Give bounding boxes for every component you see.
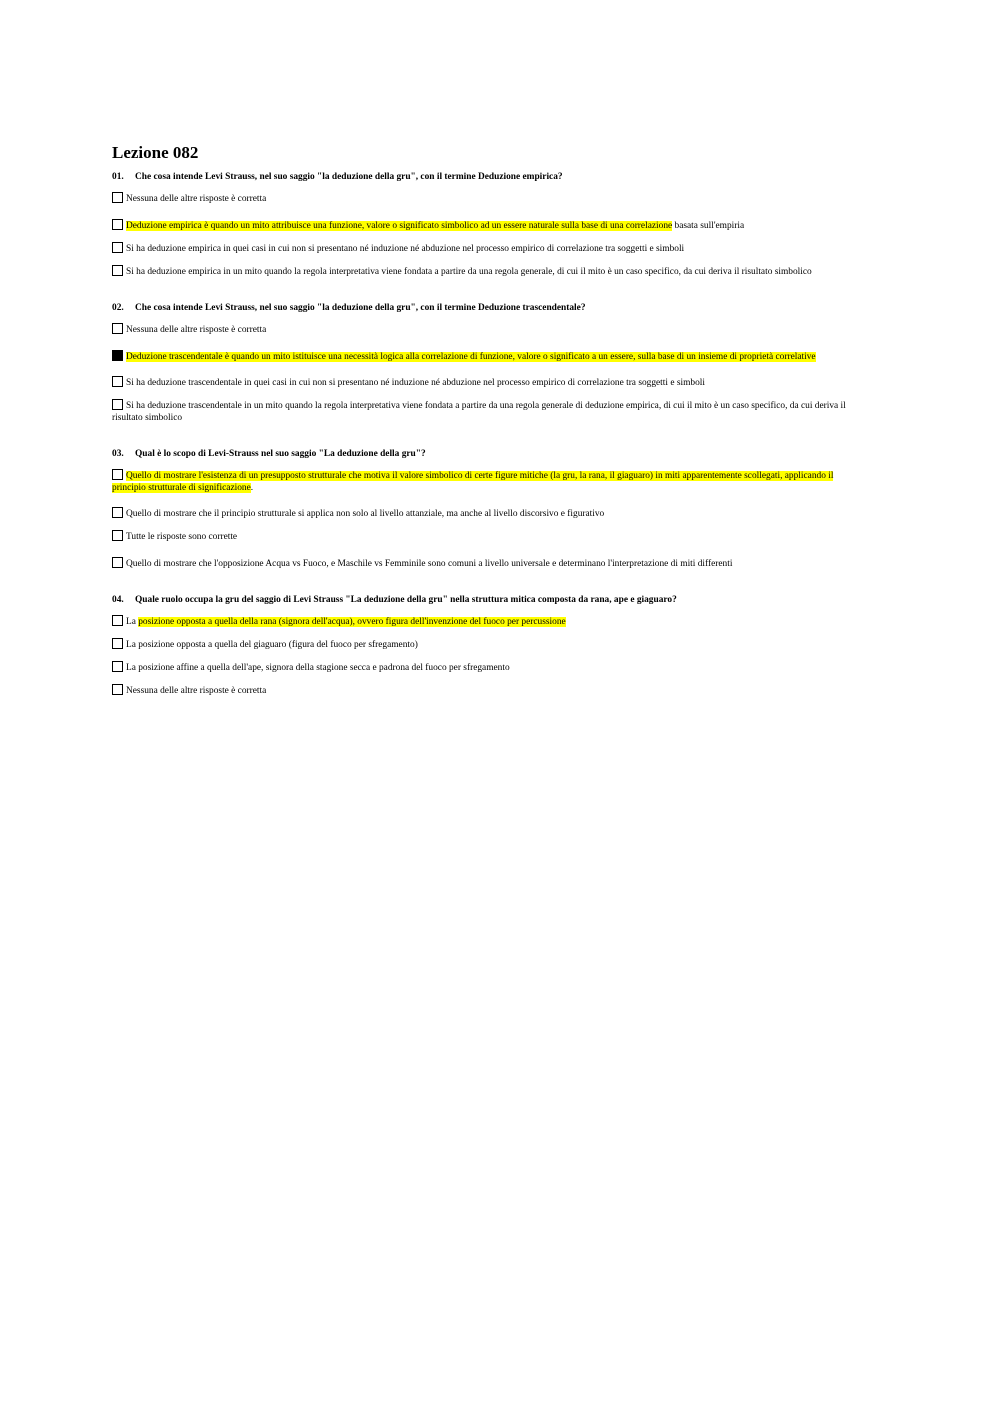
highlighted-text: Quello di mostrare l'esistenza di un presupposto strutturale che motiva il valore simbolico di certe figure mitiche (la gru, la rana, il giaguaro) in miti apparentemente scollegati, applicando il principio strutturale di significazione — [112, 471, 834, 493]
checkbox[interactable] — [112, 265, 123, 276]
checkbox[interactable] — [112, 469, 123, 480]
checkbox[interactable] — [112, 530, 123, 541]
question-heading — [112, 594, 854, 606]
question-heading — [112, 302, 854, 314]
checkbox[interactable] — [112, 323, 123, 334]
answer-option: Quello di mostrare che l'opposizione Acqua vs Fuoco, e Maschile vs Femminile sono comuni a livello universale e determinano l'interpretazione di miti differenti — [112, 557, 854, 571]
question-text: Che cosa intende Levi Strauss, nel suo saggio "la deduzione della gru", con il termine Deduzione empirica? — [135, 172, 563, 182]
checkbox[interactable] — [112, 219, 123, 230]
question-text: Che cosa intende Levi Strauss, nel suo saggio "la deduzione della gru", con il termine Deduzione trascendentale? — [135, 303, 586, 313]
question-number: 04. — [112, 595, 124, 605]
checkbox[interactable] — [112, 684, 123, 695]
highlighted-text: Deduzione empirica è quando un mito attribuisce una funzione, valore o significato simbolico ad un essere naturale sulla base di una correlazione — [126, 220, 673, 231]
checkbox[interactable] — [112, 350, 123, 361]
answer-option: Si ha deduzione trascendentale in un mito quando la regola interpretativa viene fondata a partire da una regola generale di deduzione empirica, di cui il mito è un caso specifico, da cui deriva il risultato simbolico — [112, 401, 846, 423]
highlighted-text: posizione opposta a quella della rana (signora dell'acqua), ovvero figura dell'invenzione del fuoco per percussione — [138, 617, 566, 627]
question-02 — [112, 302, 854, 424]
question-01 — [112, 171, 854, 278]
answer-option: Tutte le risposte sono corrette — [112, 530, 854, 544]
checkbox[interactable] — [112, 507, 123, 518]
question-04 — [112, 594, 854, 698]
document-page — [112, 143, 854, 714]
checkbox[interactable] — [112, 661, 123, 672]
checkbox[interactable] — [112, 242, 123, 253]
checkbox[interactable] — [112, 557, 123, 568]
question-text: Quale ruolo occupa la gru del saggio di Levi Strauss "La deduzione della gru" nella struttura mitica composta da rana, ape e giaguaro? — [135, 595, 677, 605]
answer-option: Nessuna delle altre risposte è corretta — [112, 192, 854, 206]
answer-option: La posizione affine a quella dell'ape, signora della stagione secca e padrona del fuoco per sfregamento — [112, 661, 854, 675]
question-number: 02. — [112, 303, 124, 313]
checkbox[interactable] — [112, 376, 123, 387]
answer-option: Nessuna delle altre risposte è corretta — [112, 684, 854, 698]
checkbox[interactable] — [112, 638, 123, 649]
question-03 — [112, 448, 854, 570]
answer-option: Si ha deduzione empirica in un mito quando la regola interpretativa viene fondata a partire da una regola generale, di cui il mito è un caso specifico, da cui deriva il risultato simbolico — [112, 265, 854, 279]
checkbox[interactable] — [112, 615, 123, 626]
answer-option: Quello di mostrare l'esistenza di un presupposto strutturale che motiva il valore simbolico di certe figure mitiche (la gru, la rana, il giaguaro) in miti apparentemente scollegati, applicando il principio strutturale di significazione. — [112, 471, 834, 493]
question-text: Qual è lo scopo di Levi-Strauss nel suo saggio "La deduzione della gru"? — [135, 449, 426, 459]
answer-option: Si ha deduzione empirica in quei casi in cui non si presentano né induzione né abduzione nel processo empirico di correlazione tra soggetti e simboli — [112, 242, 854, 256]
checkbox[interactable] — [112, 192, 123, 203]
question-number: 01. — [112, 172, 124, 182]
answer-option: La posizione opposta a quella del giaguaro (figura del fuoco per sfregamento) — [112, 638, 854, 652]
answer-option: Quello di mostrare che il principio strutturale si applica non solo al livello attanziale, ma anche al livello discorsivo e figurativo — [112, 507, 854, 521]
question-number: 03. — [112, 449, 124, 459]
answer-option — [112, 350, 854, 364]
answer-option: Si ha deduzione trascendentale in quei casi in cui non si presentano né induzione né abduzione nel processo empirico di correlazione tra soggetti e simboli — [112, 376, 854, 390]
highlighted-text: Deduzione trascendentale è quando un mito istituisce una necessità logica alla correlazione di funzione, valore o significato a un essere, sulla base di un insieme di proprietà correlative — [126, 351, 816, 362]
checkbox[interactable] — [112, 399, 123, 410]
question-heading — [112, 448, 854, 460]
answer-option: La posizione opposta a quella della rana (signora dell'acqua), ovvero figura dell'invenzione del fuoco per percussione — [112, 615, 854, 629]
question-heading — [112, 171, 854, 183]
answer-option: Nessuna delle altre risposte è corretta — [112, 323, 854, 337]
answer-option: Deduzione empirica è quando un mito attribuisce una funzione, valore o significato simbolico ad un essere naturale sulla base di una correlazione basata sull'empiria — [112, 219, 854, 233]
lesson-title: Lezione 082 — [112, 143, 199, 162]
